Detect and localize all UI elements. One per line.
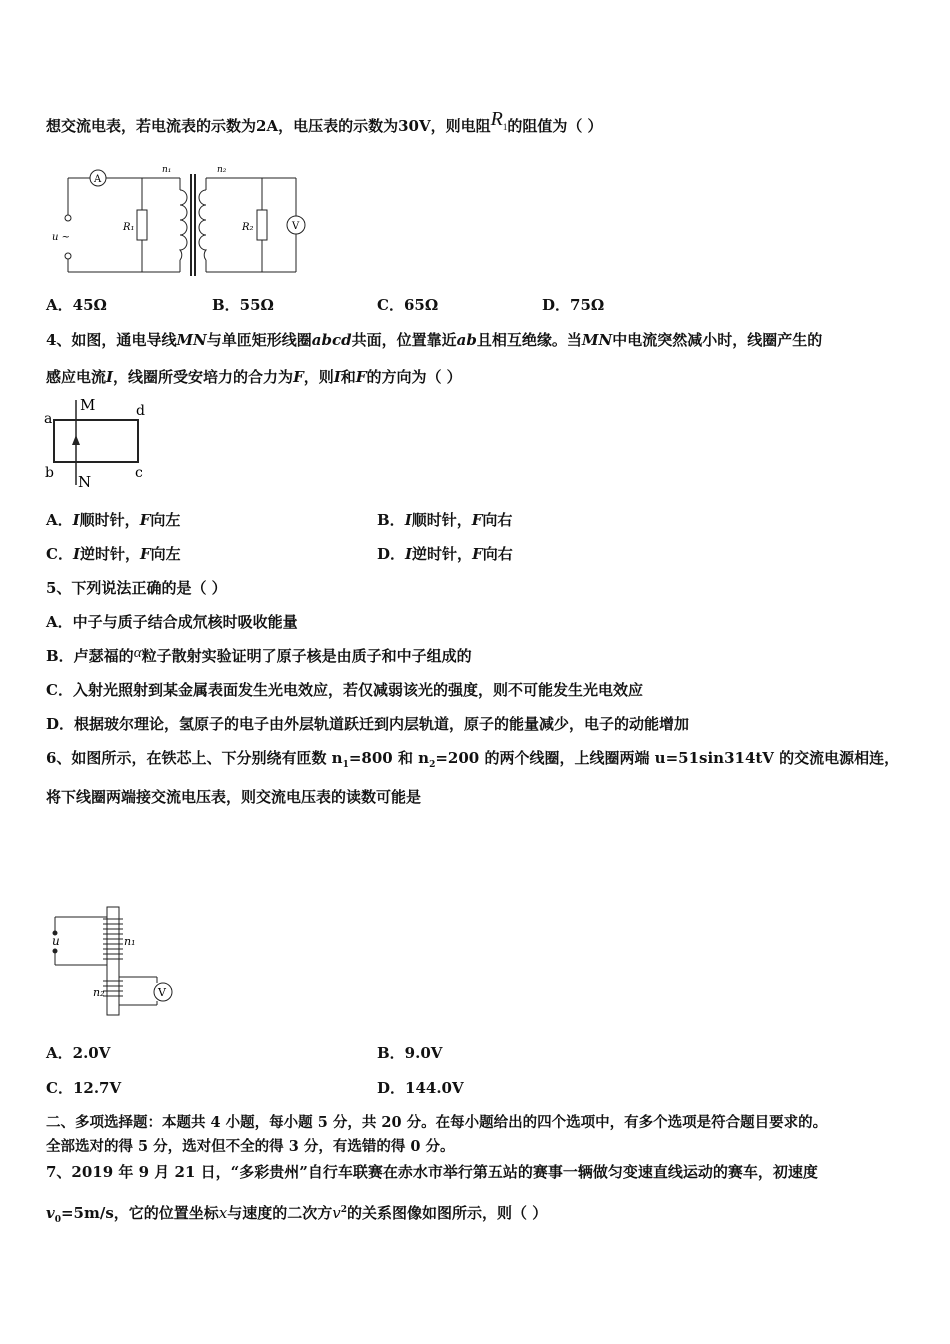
label-c: c xyxy=(135,465,143,481)
q5-option-d[interactable]: D．根据玻尔理论，氢原子的电子由外层轨道跃迁到内层轨道，原子的能量减少，电子的动能增加 xyxy=(46,715,690,733)
q6-option-c[interactable]: C．12.7V xyxy=(46,1079,122,1097)
ammeter-label: A xyxy=(94,174,102,185)
q3-stem-end: 的阻值为（ ） xyxy=(507,117,603,135)
q5-option-b[interactable]: B．卢瑟福的α粒子散射实验证明了原子核是由质子和中子组成的 xyxy=(46,645,472,665)
q3-option-c[interactable]: C．65Ω xyxy=(377,296,439,314)
q7-stem-line2: $v_0=5m/s$，它的位置坐标x与速度的二次方$v^2$的关系图像如图所示，则（ ） xyxy=(46,1204,548,1225)
label-m: M xyxy=(80,396,96,414)
r1-symbol: $R_1$ xyxy=(490,108,508,132)
u-label: u ~ xyxy=(52,232,70,243)
q4-option-b[interactable]: B．I顺时针，F向右 xyxy=(377,511,513,529)
q6-stem-line1: 6、如图所示，在铁芯上、下分别绕有匝数 $n_1=800$ 和 $n_2=200$ 的两个线圈，上线圈两端 u=51sin314tV 的交流电源相连， xyxy=(46,749,900,770)
q4-stem-line2: 感应电流I，线圈所受安培力的合力为F，则I和F的方向为（ ） xyxy=(46,368,462,386)
r2-label: R₂ xyxy=(242,222,254,233)
q6-option-d[interactable]: D．144.0V xyxy=(377,1079,464,1097)
q3-option-d[interactable]: D．75Ω xyxy=(542,296,605,314)
q5-stem: 5、下列说法正确的是（ ） xyxy=(46,579,227,597)
q3-transformer-circuit xyxy=(50,160,310,280)
q6-core-coils-figure xyxy=(45,905,185,1017)
q6-option-b[interactable]: B．9.0V xyxy=(377,1044,443,1062)
n1-label: n₁ xyxy=(162,165,172,175)
q4-wire-loop-figure xyxy=(40,395,160,495)
n2-label: n₂ xyxy=(93,986,105,999)
q4-option-d[interactable]: D．I逆时针，F向右 xyxy=(377,545,513,563)
q4-option-a[interactable]: A．I顺时针，F向左 xyxy=(46,511,181,529)
q4-option-c[interactable]: C．I逆时针，F向左 xyxy=(46,545,181,563)
section2-line2: 全部选对的得 5 分，选对但不全的得 3 分，有选错的得 0 分。 xyxy=(46,1138,455,1155)
q3-stem xyxy=(46,108,603,143)
voltmeter-label: V xyxy=(292,221,300,232)
label-n: N xyxy=(78,473,92,491)
q3-option-a[interactable]: A．45Ω xyxy=(46,296,107,314)
label-a: a xyxy=(44,411,53,427)
q6-stem-line2: 将下线圈两端接交流电压表，则交流电压表的读数可能是 xyxy=(46,788,422,806)
u-label: u xyxy=(52,934,60,948)
q5-option-a[interactable]: A．中子与质子结合成氘核时吸收能量 xyxy=(46,613,298,631)
q6-option-a[interactable]: A．2.0V xyxy=(46,1044,111,1062)
q5-option-c[interactable]: C．入射光照射到某金属表面发生光电效应，若仅减弱该光的强度，则不可能发生光电效应 xyxy=(46,681,643,699)
section2-line1: 二、多项选择题：本题共 4 小题，每小题 5 分，共 20 分。在每小题给出的四个选项中，有多个选项是符合题目要求的。 xyxy=(46,1114,828,1131)
voltmeter-label: V xyxy=(158,986,166,999)
q3-stem-text: 想交流电表，若电流表的示数为2A，电压表的示数为30V，则电阻 xyxy=(46,117,491,135)
label-b: b xyxy=(45,465,54,481)
q3-option-b[interactable]: B．55Ω xyxy=(212,296,274,314)
label-d: d xyxy=(136,403,145,419)
n2-label: n₂ xyxy=(217,165,227,175)
n1-label: n₁ xyxy=(124,935,136,948)
r1-label: R₁ xyxy=(123,222,135,233)
q4-stem-line1: 4、如图，通电导线MN与单匝矩形线圈abcd共面，位置靠近ab且相互绝缘。当MN中电流突然减小时，线圈产生的 xyxy=(46,331,823,349)
q7-stem-line1: 7、2019 年 9 月 21 日，“多彩贵州”自行车联赛在赤水市举行第五站的赛事一辆做匀变速直线运动的赛车，初速度 xyxy=(46,1163,818,1181)
